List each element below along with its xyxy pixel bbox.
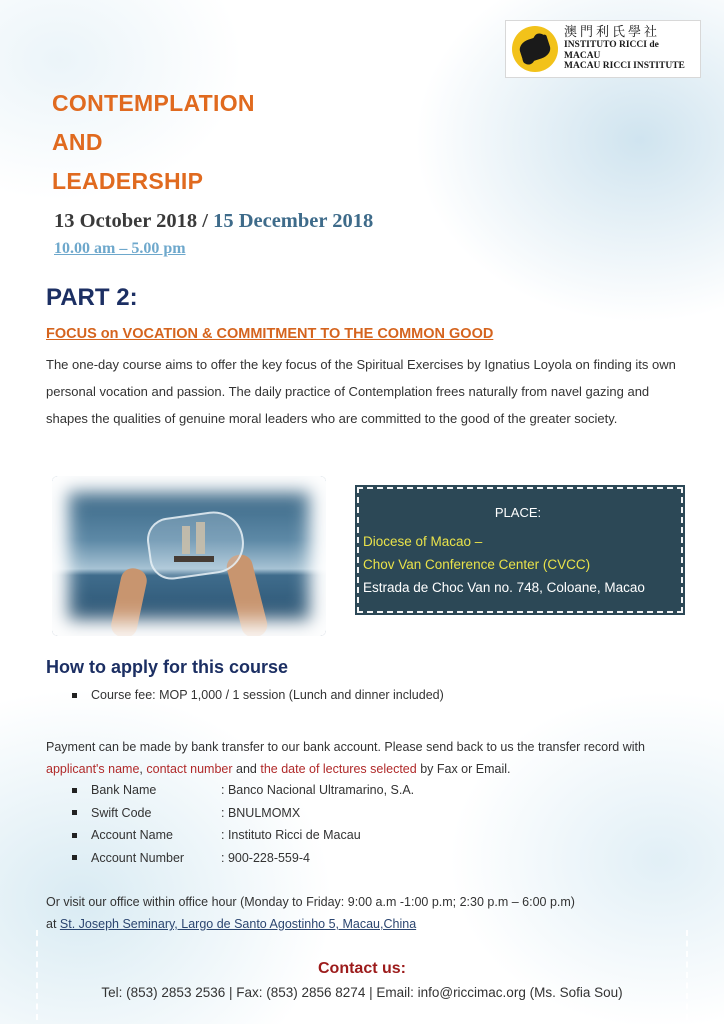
title-line-3: LEADERSHIP [52,168,204,194]
payment-instructions [46,736,696,780]
place-box [355,485,685,615]
photo-vignette [52,476,326,636]
contact-details: Tel: (853) 2853 2536 | Fax: (853) 2856 8274 | Email: info@riccimac.org (Ms. Sofia Sou) [101,985,623,1000]
date-second: 15 December 2018 [213,210,374,232]
title-line-1: CONTEMPLATION [52,90,255,116]
logo-portuguese-name: INSTITUTO RICCI de MACAU [564,40,659,61]
payment-text-4: by Fax or Email. [416,762,511,776]
place-venue: Chov Van Conference Center (CVCC) [363,557,591,572]
ship-in-bottle-photo [52,476,326,636]
ricci-institute-emblem-icon [512,26,558,72]
date-separator: / [197,210,214,232]
bank-value: : Instituto Ricci de Macau [221,828,361,842]
square-bullet-icon [72,810,77,815]
apply-heading: How to apply for this course [46,657,289,677]
bank-value: : Banco Nacional Ultramarino, S.A. [221,783,415,797]
office-address-prefix: at [46,917,60,931]
course-fee [72,688,444,702]
bank-row [72,824,414,847]
institute-logo [505,20,701,78]
payment-text-1: Payment can be made by bank transfer to our bank account. Please send back to us the transfer record with [46,740,645,754]
bank-row [72,779,414,802]
place-address: Estrada de Choc Van no. 748, Coloane, Macao [363,580,645,595]
contact-heading: Contact us: [318,960,406,977]
bank-label: Account Name [91,828,173,842]
bank-label: Account Number [91,850,185,865]
payment-highlight-date: the date of lectures selected [260,762,417,776]
payment-highlight-name: applicant's name [46,762,140,776]
payment-text-2: , [139,762,147,776]
square-bullet-icon [72,833,77,838]
bank-details [72,779,414,869]
bank-value: : BNULMOMX [221,805,301,820]
office-address-link[interactable]: St. Joseph Seminary, Largo de Santo Agostinho 5, Macau,China [59,917,417,931]
payment-highlight-contact: contact number [146,762,233,776]
focus-subheading: FOCUS on VOCATION & COMMITMENT TO THE COMMON GOOD [46,326,494,342]
course-fee-text: Course fee: MOP 1,000 / 1 session (Lunch and dinner included) [91,688,444,702]
bank-label: Bank Name [91,783,157,797]
bank-label: Swift Code [91,805,152,820]
office-visit-info [46,891,696,935]
course-time: 10.00 am – 5.00 pm [54,240,186,257]
square-bullet-icon [72,693,77,698]
logo-english-name: MACAU RICCI INSTITUTE [564,61,685,72]
title-line-2: AND [52,129,103,155]
course-title [52,84,255,201]
date-first: 13 October 2018 [54,210,198,232]
logo-chinese-name: 澳門利氏學社 [564,25,661,41]
course-description: The one-day course aims to offer the key focus of the Spiritual Exercises by Ignatius Loyola on finding its own personal vocation and passion. The daily practice of Contemplation frees naturally from navel gazing and shapes the qualities of genuine moral leaders who are committed to the good of the greater society. [46,357,676,426]
bank-row [72,802,414,825]
bank-value: : 900-228-559-4 [221,850,310,865]
square-bullet-icon [72,855,77,860]
logo-text [564,26,694,72]
course-dates [54,210,373,233]
square-bullet-icon [72,788,77,793]
payment-text-3: and [232,762,261,776]
part-heading: PART 2: [46,284,138,311]
place-diocese: Diocese of Macao – [363,534,483,549]
office-hours: Or visit our office within office hour (Monday to Friday: 9:00 a.m -1:00 p.m; 2:30 p.m – 6:00 p.m) [46,895,575,909]
office-address-line [46,913,696,935]
place-title: PLACE: [494,505,542,520]
bank-row [72,847,414,870]
